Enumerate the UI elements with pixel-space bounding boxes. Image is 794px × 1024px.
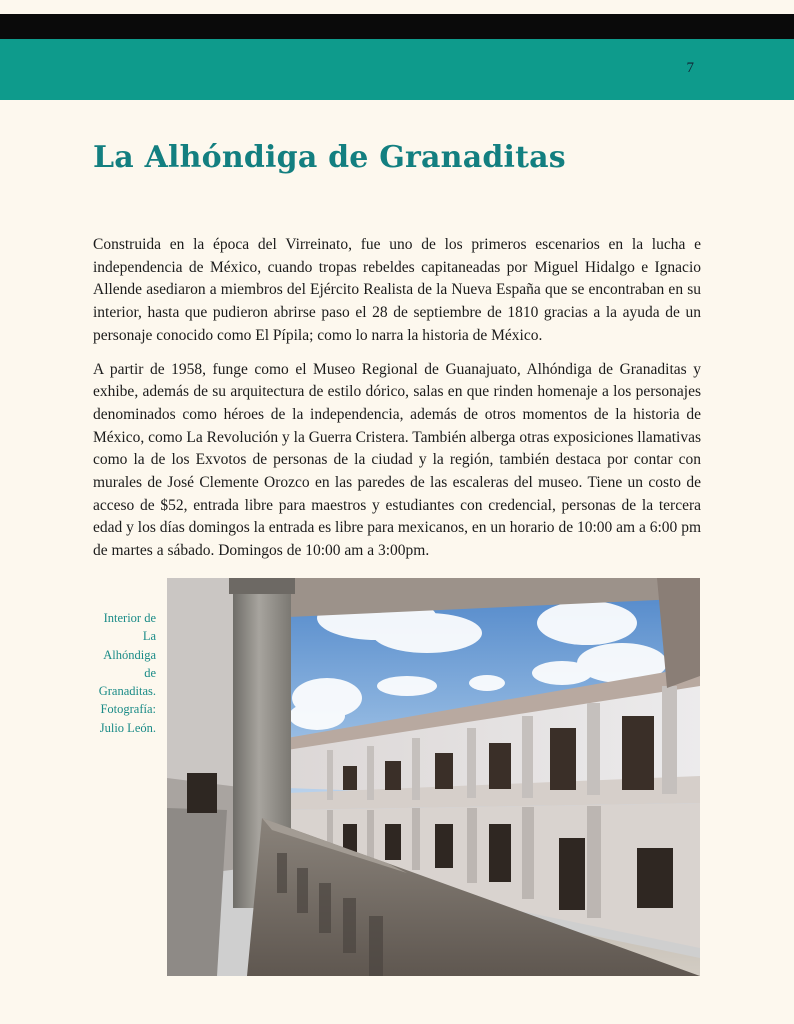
article-title: La Alhóndiga de Granaditas [93,140,566,175]
paragraph-1: Construida en la época del Virreinato, fue uno de los primeros escenarios en la lucha e independencia de México, cuando tropas rebeldes capitaneadas por Miguel Hidalgo e Ignacio Allende asediaron a miembros del Ejército Realista de la Nueva España que se encontraban en su interior, hasta que pudieron abrirse paso el 28 de septiembre de 1810 gracias a la ayuda de un personaje conocido como El Pípila; como lo narra la historia de México. [93,236,701,344]
header-band [0,39,794,100]
article-body [93,234,701,574]
page-number: 7 [686,60,694,76]
caption-line: Fotografía: [100,702,156,717]
caption-line: de [144,665,156,680]
caption-line: Julio León. [99,720,156,735]
courtyard-illustration [167,578,700,976]
caption-line: Granaditas. [98,684,156,699]
paragraph-2: A partir de 1958, funge como el Museo Regional de Guanajuato, Alhóndiga de Granaditas y exhibe, además de su arquitectura de estilo dórico, salas en que rinden homenaje a los personajes denominados como héroes de la independencia, además de otros momentos de la historia de México, como La Revolución y la Guerra Cristera. También alberga otras exposiciones llamativas como la de los Exvotos de personas de la ciudad y la región, también destaca por contar con murales de José Clemente Orozco en las paredes de las escaleras del museo. Tiene un costo de acceso de $52, entrada libre para maestros y estudiantes con credencial, personas de la tercera edad y los días domingos la entrada es libre para mexicanos, en un horario de 10:00 am a 6:00 pm de martes a sábado. Domingos de 10:00 am a 3:00pm. [93,360,701,560]
courtyard-photo [167,578,700,976]
caption-line: Interior de [103,611,156,625]
caption-line: Alhóndiga [103,647,156,662]
caption-line: La [142,629,156,644]
photo-caption [88,609,156,737]
top-black-band [0,14,794,39]
